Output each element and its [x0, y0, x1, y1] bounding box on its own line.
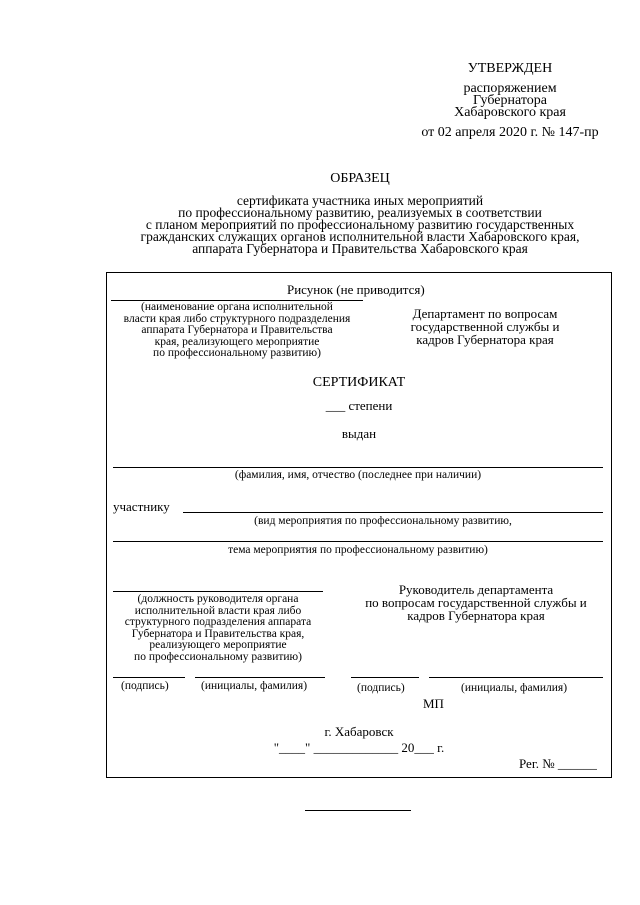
org-caption-line-4: края, реализующего мероприятие [154, 335, 320, 348]
head-position-line [113, 591, 323, 592]
participant-line [183, 512, 603, 513]
right-initials-caption: (инициалы, фамилия) [461, 682, 568, 694]
org-caption-line-5: по профессиональному развитию) [153, 347, 321, 359]
org-caption [111, 302, 363, 360]
department-head-line-1: Руководитель департамента [398, 582, 554, 597]
heading-line-4: гражданских служащих органов исполнительной власти Хабаровского края, [140, 229, 580, 244]
fio-caption: (фамилия, имя, отчество (последнее при наличии) [234, 469, 482, 481]
right-initials-line [429, 677, 603, 678]
event-topic-line [113, 541, 603, 542]
department-line-1: Департамент по вопросам [412, 306, 558, 321]
head-position-line-4: Губернатора и Правительства края, [131, 627, 305, 640]
right-signature-line [351, 677, 419, 678]
approval-line-2: Губернатора [472, 93, 548, 108]
left-initials-caption: (инициалы, фамилия) [201, 680, 308, 692]
head-position-line-3: структурного подразделения аппарата [124, 616, 312, 628]
approval-title: УТВЕРЖДЕН [467, 61, 553, 76]
heading-line-1: сертификата участника иных мероприятий [236, 193, 484, 208]
head-position-line-1: (должность руководителя органа [137, 593, 299, 605]
heading-line-2: по профессиональному развитию, реализуемых в соответствии [178, 205, 542, 220]
registration-number: Рег. № ______ [519, 756, 597, 771]
department-head [343, 583, 609, 622]
participant-label: участнику [113, 499, 170, 514]
fio-line [113, 467, 603, 468]
city: г. Хабаровск [324, 724, 394, 739]
department-head-line-2: по вопросам государственной службы и [365, 595, 587, 610]
department-name [385, 307, 585, 346]
seal-mark: МП [423, 696, 444, 711]
figure-note: Рисунок (не приводится) [287, 282, 425, 297]
head-position-caption [107, 594, 329, 663]
heading-line-3: с планом мероприятий по профессиональному развитию государственных [145, 217, 575, 232]
left-initials-line [195, 677, 325, 678]
left-signature-caption: (подпись) [121, 680, 169, 692]
department-line-3: кадров Губернатора края [416, 332, 554, 347]
certificate-degree: ___ степени [325, 398, 393, 413]
event-type-caption: (вид мероприятия по профессиональному развитию, [254, 515, 512, 527]
certificate-title: СЕРТИФИКАТ [312, 375, 406, 390]
footer-rule [305, 810, 411, 811]
right-signature-caption: (подпись) [357, 682, 405, 694]
org-caption-line-2: власти края либо структурного подразделения [123, 312, 351, 325]
department-head-line-3: кадров Губернатора края [407, 608, 545, 623]
date-line: "____" _____________ 20___ г. [273, 740, 445, 755]
org-caption-line-3: аппарата Губернатора и Правительства [141, 324, 333, 336]
approval-line-3: Хабаровского края [454, 105, 566, 120]
head-position-line-2: исполнительной власти края либо [134, 604, 302, 617]
heading-line-5: аппарата Губернатора и Правительства Хабаровского края [192, 241, 528, 256]
department-line-2: государственной службы и [410, 319, 560, 334]
certificate-issued: выдан [341, 426, 377, 441]
head-position-line-6: по профессиональному развитию) [134, 650, 302, 663]
org-caption-line-1: (наименование органа исполнительной [141, 301, 333, 313]
approval-line-4: от 02 апреля 2020 г. № 147-пр [421, 125, 599, 140]
approval-line-1: распоряжением [463, 81, 557, 96]
head-position-line-5: реализующего мероприятие [149, 639, 287, 651]
left-signature-line [113, 677, 185, 678]
certificate-frame [106, 272, 612, 778]
event-topic-caption: тема мероприятия по профессиональному развитию) [228, 544, 488, 556]
document-title: ОБРАЗЕЦ [330, 171, 390, 186]
